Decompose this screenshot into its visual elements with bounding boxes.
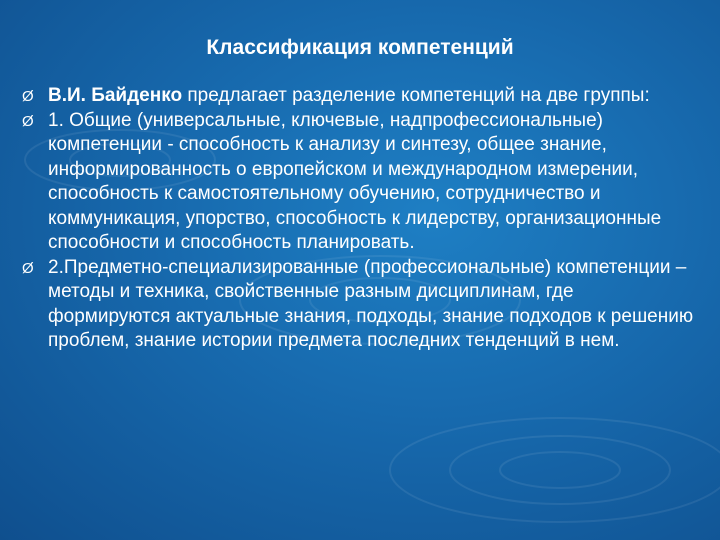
bullet-item: [20, 109, 700, 256]
bullet-item: [20, 84, 700, 109]
arrow-bullet-icon: Ø: [22, 259, 34, 277]
arrow-bullet-icon: Ø: [22, 88, 34, 105]
bullet-text: предлагает разделение компетенций на две группы:: [182, 85, 650, 106]
bullet-text: 1. Общие (универсальные, ключевые, надпрофессиональные) компетенции - способность к анализу и синтезу, общее знание, информированность о европейском и международном измерении, способность к самостоятельному обучению, сотрудничество и коммуникация, упорство, способность к лидерству, организационные способности и способность планировать.: [48, 109, 662, 253]
bullet-text: 2.Предметно-специализированные (профессиональные) компетенции – методы и техника, свойственные разным дисциплинам, где формируются актуальные знания, подходы, знание подходов к решению проблем, знание истории предмета последних тенденций в нем.: [48, 256, 694, 351]
slide-title: Классификация компетенций: [206, 36, 514, 59]
bullet-list: [20, 84, 700, 354]
author-name: В.И. Байденко: [48, 85, 183, 106]
arrow-bullet-icon: Ø: [22, 112, 34, 130]
bullet-item: [20, 256, 700, 354]
